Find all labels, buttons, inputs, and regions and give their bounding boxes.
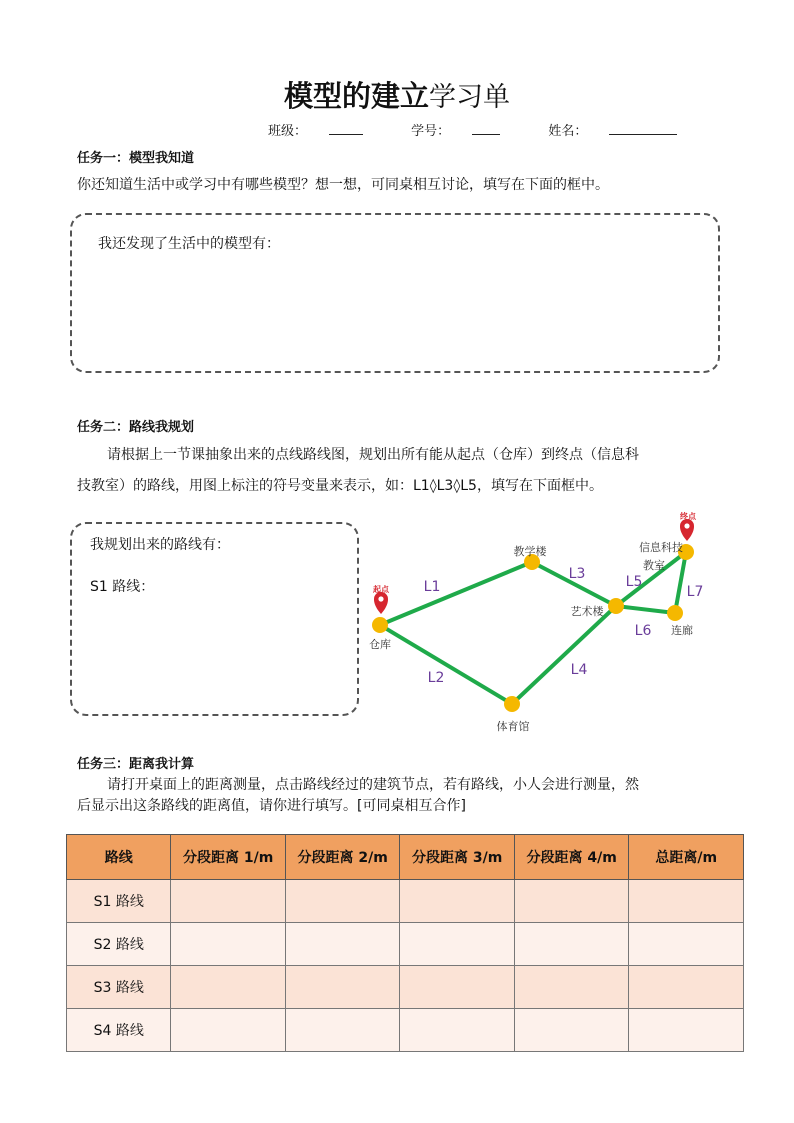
header-segment2: 分段距离 2/m <box>285 835 399 880</box>
start-tag: 起点 <box>373 585 389 594</box>
label-teaching: 教学楼 <box>513 545 547 558</box>
class-label: 班级： <box>268 124 308 139</box>
label-l1: L1 <box>423 579 441 595</box>
cell-s2-total[interactable] <box>629 923 744 966</box>
edge-l4 <box>512 606 616 704</box>
edge-l1 <box>380 562 532 625</box>
name-label: 姓名： <box>548 124 588 139</box>
edge-l2 <box>380 625 512 704</box>
cell-s4-seg2[interactable] <box>285 1009 399 1052</box>
header-segment3: 分段距离 3/m <box>400 835 514 880</box>
id-field <box>411 124 522 139</box>
label-l4: L4 <box>570 662 588 678</box>
cell-s1-seg4[interactable] <box>514 880 628 923</box>
table-row <box>67 923 744 966</box>
id-label: 学号： <box>411 124 451 139</box>
task1-instruction: 你还知道生活中或学习中有哪些模型？想一想，可同桌相互讨论，填写在下面的框中。 <box>77 177 609 193</box>
task2-heading: 任务二：路线我规划 <box>77 420 195 435</box>
label-l2: L2 <box>427 670 445 686</box>
cell-s2-seg2[interactable] <box>285 923 399 966</box>
cell-s4-total[interactable] <box>629 1009 744 1052</box>
cell-s1-seg3[interactable] <box>400 880 514 923</box>
task3-instruction-line1: 请打开桌面上的距离测量，点击路线经过的建筑节点，若有路线，小人会进行测量，然 <box>107 777 639 793</box>
row-label-s2: S2 路线 <box>67 923 171 966</box>
class-field <box>268 124 385 139</box>
label-it-line1: 信息科技 <box>639 541 683 554</box>
name-blank[interactable] <box>609 122 677 135</box>
title-rest-part: 学习单 <box>429 82 510 113</box>
start-pin-icon <box>374 592 388 614</box>
header-segment4: 分段距离 4/m <box>514 835 628 880</box>
title-bold-part: 模型的建立 <box>283 79 429 113</box>
cell-s2-seg1[interactable] <box>171 923 285 966</box>
node-gym[interactable] <box>504 696 520 712</box>
row-label-s3: S3 路线 <box>67 966 171 1009</box>
label-l5: L5 <box>625 574 643 590</box>
cell-s4-seg3[interactable] <box>400 1009 514 1052</box>
table-row <box>67 880 744 923</box>
cell-s2-seg4[interactable] <box>514 923 628 966</box>
cell-s3-seg1[interactable] <box>171 966 285 1009</box>
header-segment1: 分段距离 1/m <box>171 835 285 880</box>
header-total: 总距离/m <box>629 835 744 880</box>
student-info-row <box>268 120 721 139</box>
task1-box-prompt: 我还发现了生活中的模型有： <box>98 236 280 252</box>
label-corridor: 连廊 <box>671 624 693 637</box>
id-blank[interactable] <box>472 122 500 135</box>
cell-s2-seg3[interactable] <box>400 923 514 966</box>
cell-s1-total[interactable] <box>629 880 744 923</box>
label-gym: 体育馆 <box>496 720 530 733</box>
task2-box-route: S1 路线： <box>90 579 155 595</box>
end-tag: 终点 <box>680 512 696 521</box>
cell-s3-seg2[interactable] <box>285 966 399 1009</box>
cell-s1-seg2[interactable] <box>285 880 399 923</box>
node-corridor[interactable] <box>667 605 683 621</box>
task2-instruction-line2: 技教室）的路线，用图上标注的符号变量来表示，如：L1◊L3◊L5，填写在下面框中。 <box>77 478 603 494</box>
row-label-s4: S4 路线 <box>67 1009 171 1052</box>
table-header-row <box>67 835 744 880</box>
header-route: 路线 <box>67 835 171 880</box>
row-label-s1: S1 路线 <box>67 880 171 923</box>
table-row <box>67 966 744 1009</box>
label-art: 艺术楼 <box>570 605 604 618</box>
distance-table <box>66 834 744 1052</box>
node-art-building[interactable] <box>608 598 624 614</box>
route-map <box>360 505 740 740</box>
label-l7: L7 <box>686 584 704 600</box>
label-warehouse: 仓库 <box>369 638 391 651</box>
task3-heading: 任务三：距离我计算 <box>77 757 195 772</box>
cell-s4-seg4[interactable] <box>514 1009 628 1052</box>
cell-s3-seg4[interactable] <box>514 966 628 1009</box>
label-l6: L6 <box>634 623 652 639</box>
end-pin-icon <box>680 519 694 541</box>
task2-answer-box[interactable] <box>70 522 359 716</box>
label-l3: L3 <box>568 566 586 582</box>
cell-s4-seg1[interactable] <box>171 1009 285 1052</box>
class-blank[interactable] <box>329 122 363 135</box>
task1-answer-box[interactable] <box>70 213 720 373</box>
task2-instruction-line1: 请根据上一节课抽象出来的点线路线图，规划出所有能从起点（仓库）到终点（信息科 <box>107 447 639 463</box>
cell-s1-seg1[interactable] <box>171 880 285 923</box>
table-row <box>67 1009 744 1052</box>
cell-s3-seg3[interactable] <box>400 966 514 1009</box>
label-it-line2: 教室 <box>643 559 665 572</box>
name-field <box>548 124 699 139</box>
node-warehouse[interactable] <box>372 617 388 633</box>
task3-instruction-line2: 后显示出这条路线的距离值，请你进行填写。[可同桌相互合作] <box>77 798 466 814</box>
page-title <box>0 74 794 115</box>
edge-l6 <box>616 606 675 613</box>
cell-s3-total[interactable] <box>629 966 744 1009</box>
task2-box-prompt: 我规划出来的路线有： <box>90 537 230 553</box>
task1-heading: 任务一：模型我知道 <box>77 151 195 166</box>
